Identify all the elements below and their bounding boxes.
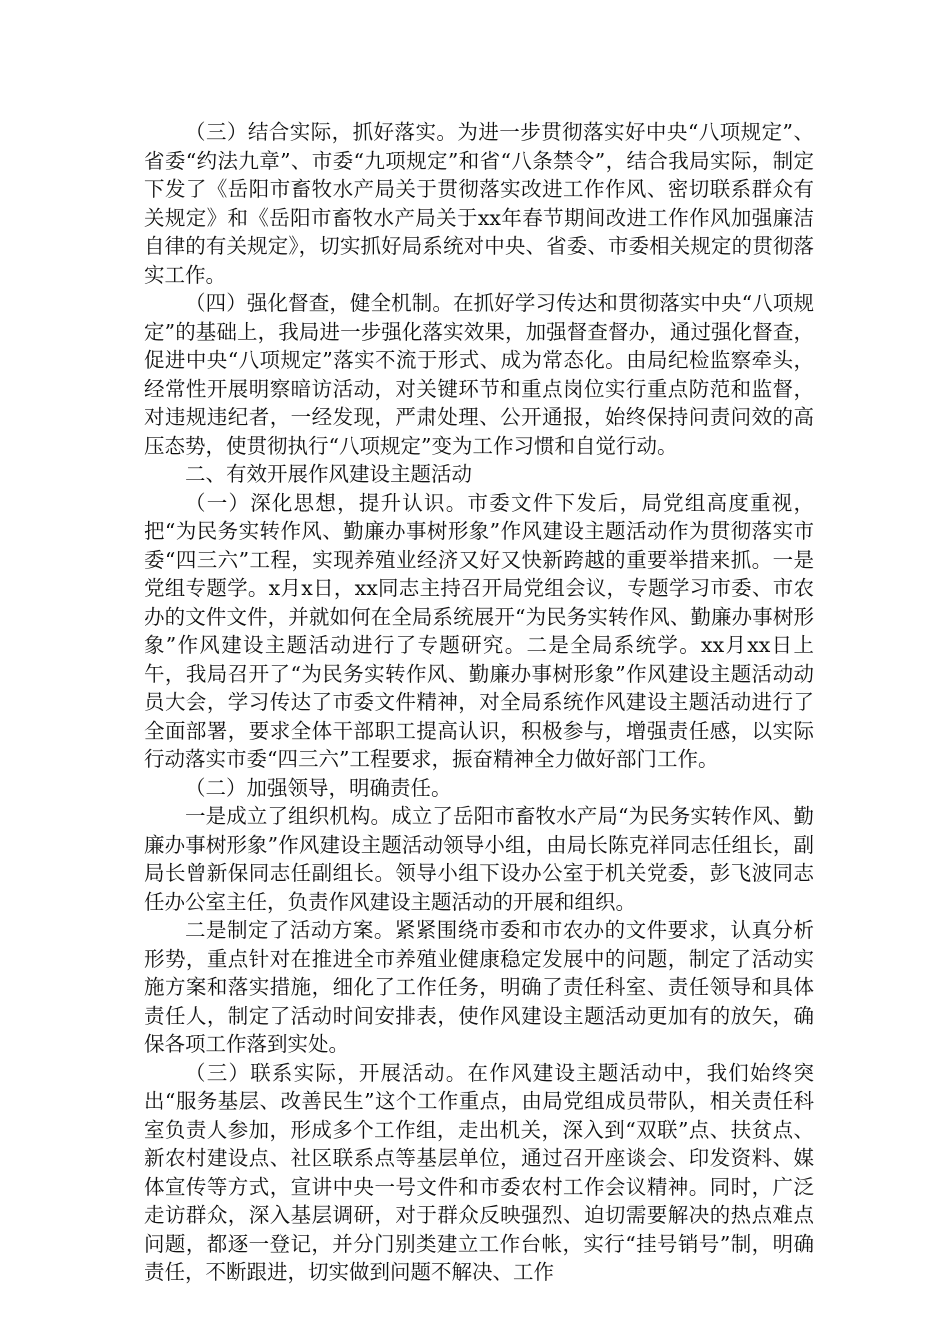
paragraph-activity-plan: 二是制定了活动方案。紧紧围绕市委和市农办的文件要求，认真分析形势，重点针对在推进全市养殖业健康稳定发展中的问题，制定了活动实施方案和落实措施，细化了工作任务，明确了责任科室、责任领导和具体责任人，制定了活动时间安排表，使作风建设主题活动更加有的放矢，确保各项工作落到实处。 [144, 918, 814, 1056]
section-heading-two: 二、有效开展作风建设主题活动 [185, 462, 472, 486]
paragraph-combine-practice: （三）结合实际，抓好落实。为进一步贯彻落实好中央“八项规定”、省委“约法九章”、市委“九项规定”和省“八条禁令”，结合我局实际，制定下发了《岳阳市畜牧水产局关于贯彻落实改进工作作风、密切联系群众有关规定》和《岳阳市畜牧水产局关于xx年春节期间改进工作作风加强廉洁自律的有关规定》，切实抓好局系统对中央、省委、市委相关规定的贯彻落实工作。 [144, 120, 814, 287]
document-body [144, 118, 814, 1287]
paragraph-strengthen-leadership: （二）加强领导，明确责任。 [185, 775, 452, 800]
paragraph-strengthen-supervision: （四）强化督查，健全机制。在抓好学习传达和贯彻落实中央“八项规定”的基础上，我局进一步强化落实效果，加强督查督办，通过强化督查，促进中央“八项规定”落实不流于形式、成为常态化。由局纪检监察牵头，经常性开展明察暗访活动，对关键环节和重点岗位实行重点防范和监督，对违规违纪者，一经发现，严肃处理、公开通报，始终保持问责问效的高压态势，使贯彻执行“八项规定”变为工作习惯和自觉行动。 [144, 291, 814, 458]
paragraph-organization: 一是成立了组织机构。成立了岳阳市畜牧水产局“为民务实转作风、勤廉办事树形象”作风建设主题活动领导小组，由局长陈克祥同志任组长，副局长曾新保同志任副组长。领导小组下设办公室于机关党委，彭飞波同志任办公室主任，负责作风建设主题活动的开展和组织。 [144, 804, 814, 914]
paragraph-deepen-thinking: （一）深化思想，提升认识。市委文件下发后，局党组高度重视，把“为民务实转作风、勤廉办事树形象”作风建设主题活动作为贯彻落实市委“四三六”工程，实现养殖业经济又好又快新跨越的重要举措来抓。一是党组专题学。x月x日，xx同志主持召开局党组会议，专题学习市委、市农办的文件文件，并就如何在全局系统展开“为民务实转作风、勤廉办事树形象”作风建设主题活动进行了专题研究。二是全局系统学。xx月xx日上午，我局召开了“为民务实转作风、勤廉办事树形象”作风建设主题活动动员大会，学习传达了市委文件精神，对全局系统作风建设主题活动进行了全面部署，要求全体干部职工提高认识，积极参与，增强责任感，以实际行动落实市委“四三六”工程要求，振奋精神全力做好部门工作。 [144, 490, 814, 771]
paragraph-link-practice: （三）联系实际，开展活动。在作风建设主题活动中，我们始终突出“服务基层、改善民生”这个工作重点，由局党组成员带队，相关责任科室负责人参加，形成多个工作组，走出机关，深入到“双联”点、扶贫点、新农村建设点、社区联系点等基层单位，通过召开座谈会、印发资料、媒体宣传等方式，宣讲中央一号文件和市委农村工作会议精神。同时，广泛走访群众，深入基层调研，对于群众反映强烈、迫切需要解决的热点难点问题，都逐一登记，并分门别类建立工作台帐，实行“挂号销号”制，明确责任，不断跟进，切实做到问题不解决、工作 [144, 1060, 814, 1284]
